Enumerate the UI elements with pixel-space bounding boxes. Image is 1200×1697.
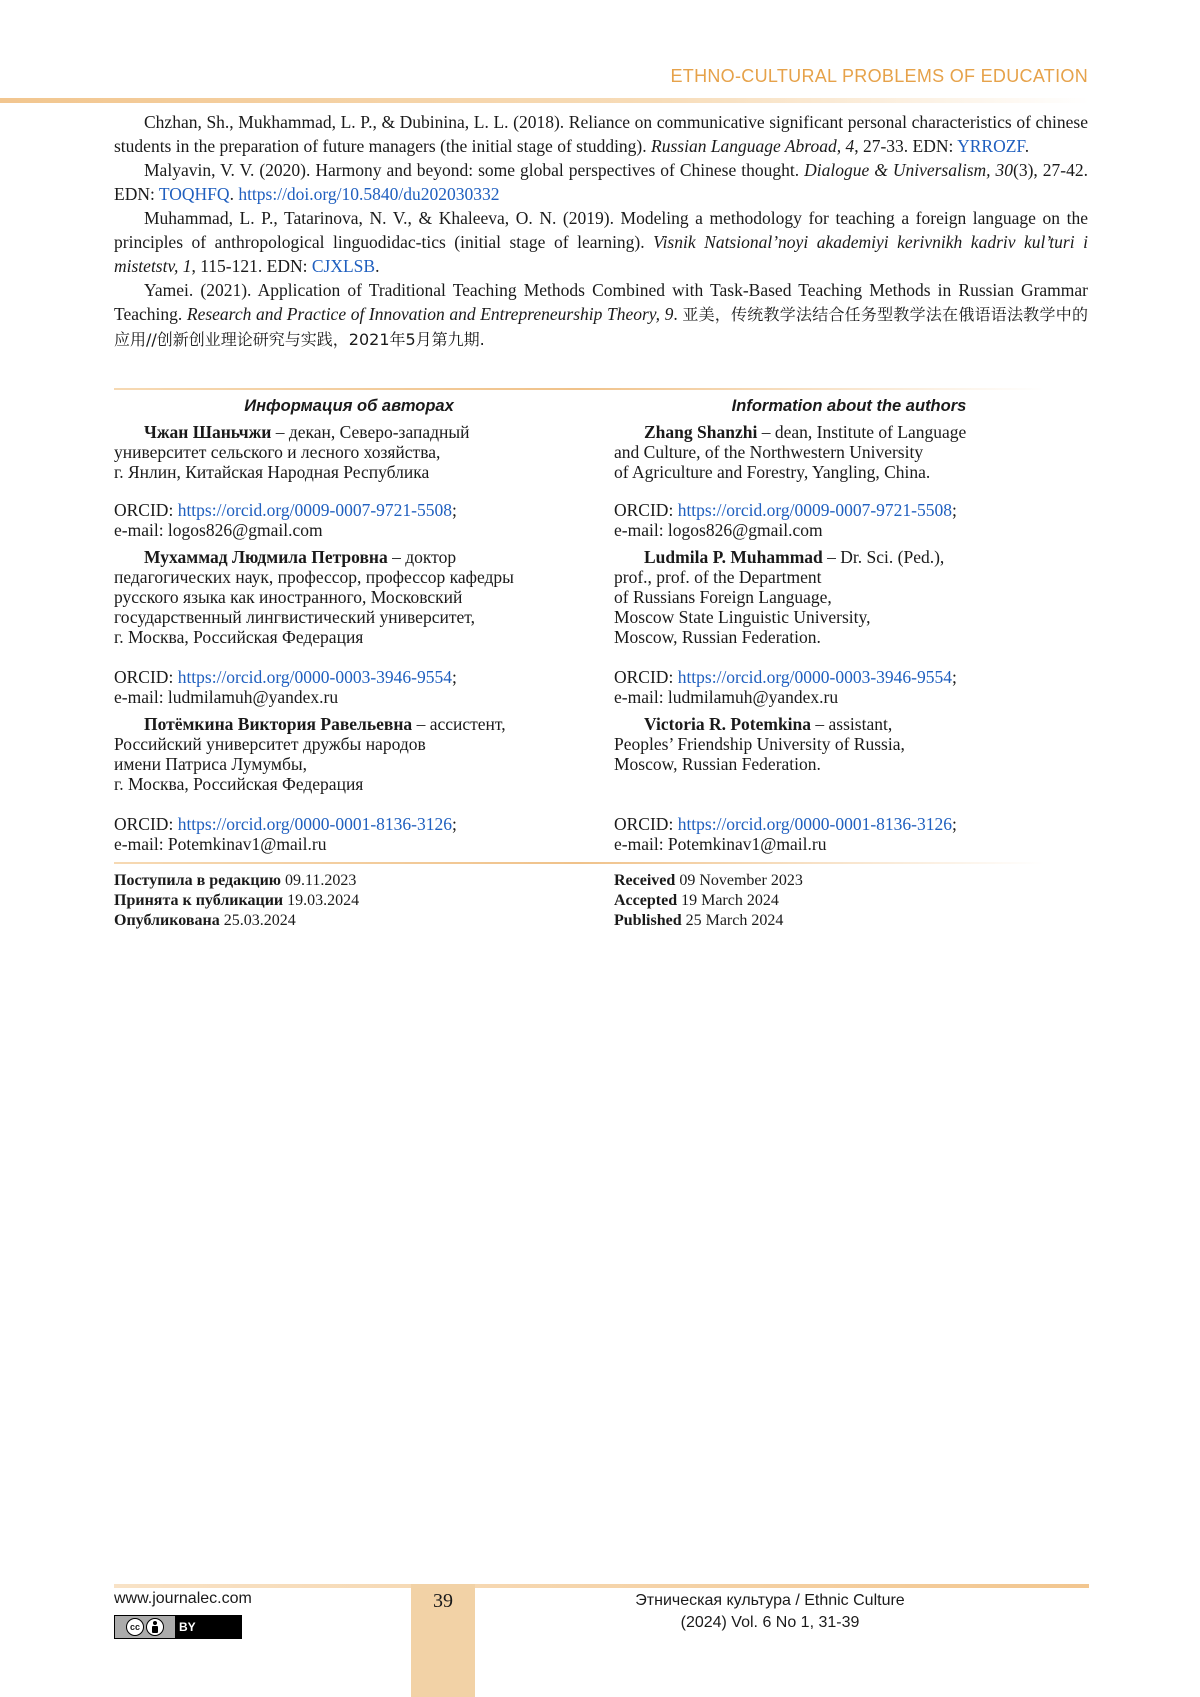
chinese-citation: 亚美，传统教学法结合任务型教学法在俄语语法教学中的应用//创新创业理论研究与实践，2021年5月第九期. bbox=[114, 305, 1088, 349]
doi-link[interactable]: https://doi.org/10.5840/du202030332 bbox=[238, 184, 500, 204]
author-name: Чжан Шаньчжи bbox=[144, 422, 272, 442]
authors-heading-ru: Информация об авторах bbox=[244, 397, 454, 415]
running-header: ETHNO-CULTURAL PROBLEMS OF EDUCATION bbox=[670, 66, 1088, 86]
email-text: e-mail: logos826@gmail.com bbox=[114, 520, 323, 540]
orcid-link[interactable]: https://orcid.org/0009-0007-9721-5508 bbox=[177, 500, 452, 520]
author-info-ru: Мухаммад Людмила Петровна – доктор педагогических наук, профессор, профессор кафедры русского языка как иностранного, Московский государственный лингвистический университет, г. Москва, Российская Федерация bbox=[114, 547, 514, 647]
email-text: e-mail: ludmilamuh@yandex.ru bbox=[614, 687, 839, 707]
author-info-en: Victoria R. Potemkina – assistant, Peoples’ Friendship University of Russia, Moscow, Russian Federation. bbox=[614, 714, 905, 774]
author-name: Victoria R. Potemkina bbox=[644, 714, 812, 734]
attribution-person-icon bbox=[146, 1618, 164, 1636]
author-contacts-ru: ORCID: https://orcid.org/0000-0001-8136-3126; e-mail: Potemkinav1@mail.ru bbox=[114, 814, 584, 854]
email-text: e-mail: Potemkinav1@mail.ru bbox=[614, 834, 827, 854]
author-name: Zhang Shanzhi bbox=[644, 422, 758, 442]
publication-dates-ru: Поступила в редакцию 09.11.2023 Принята к публикации 19.03.2024 Опубликована 25.03.2024 bbox=[114, 872, 360, 929]
orcid-link[interactable]: https://orcid.org/0009-0007-9721-5508 bbox=[677, 500, 952, 520]
orcid-link[interactable]: https://orcid.org/0000-0003-3946-9554 bbox=[677, 667, 952, 687]
journal-website-link[interactable]: www.journalec.com bbox=[114, 1590, 252, 1607]
author-contacts-en: ORCID: https://orcid.org/0009-0007-9721-5508; e-mail: logos826@gmail.com bbox=[614, 500, 1084, 540]
email-text: e-mail: logos826@gmail.com bbox=[614, 520, 823, 540]
edn-link[interactable]: CJXLSB bbox=[311, 256, 376, 276]
author-contacts-en: ORCID: https://orcid.org/0000-0001-8136-3126; e-mail: Potemkinav1@mail.ru bbox=[614, 814, 1084, 854]
reference-item: Muhammad, L. P., Tatarinova, N. V., & Khaleeva, O. N. (2019). Modeling a methodology for teaching a foreign language on the principles of anthropological linguodidac-tics (initial stage of learning). Visnik Natsional’noyi akademiyi kerivnikh kadriv kul’turi i mistetstv, 1, 115-121. EDN: CJXLSB. bbox=[114, 208, 1088, 276]
author-info-en: Ludmila P. Muhammad – Dr. Sci. (Ped.), prof., prof. of the Department of Russians Foreign Language, Moscow State Linguistic University, Moscow, Russian Federation. bbox=[614, 547, 945, 647]
edn-link[interactable]: TOQHFQ bbox=[158, 184, 230, 204]
header-rule bbox=[0, 98, 1090, 103]
page-number: 39 bbox=[433, 1590, 453, 1612]
reference-item: Yamei. (2021). Application of Traditional Teaching Methods Combined with Task-Based Teaching Methods in Russian Grammar Teaching. Research and Practice of Innovation and Entrepreneurship Theory, 9. 亚美，传统教学法结合任务型教学法在俄语语法教学中的应用//创新创业理论研究与实践，2021年5月第九期. bbox=[114, 280, 1088, 349]
reference-item: Malyavin, V. V. (2020). Harmony and beyond: some global perspectives of Chinese thought. Dialogue & Universalism, 30(3), 27-42. EDN: TOQHFQ. https://doi.org/10.5840/du202030332 bbox=[114, 160, 1089, 204]
publication-dates-en: Received 09 November 2023 Accepted 19 March 2024 Published 25 March 2024 bbox=[614, 872, 803, 929]
orcid-link[interactable]: https://orcid.org/0000-0001-8136-3126 bbox=[177, 814, 452, 834]
author-name: Мухаммад Людмила Петровна bbox=[144, 547, 388, 567]
license-by-label: BY bbox=[175, 1616, 241, 1638]
author-info-ru: Чжан Шаньчжи – декан, Северо-западный университет сельского и лесного хозяйства, г. Янлин, Китайская Народная Республика bbox=[114, 422, 470, 482]
author-contacts-ru: ORCID: https://orcid.org/0009-0007-9721-5508; e-mail: logos826@gmail.com bbox=[114, 500, 584, 540]
section-divider bbox=[114, 388, 1044, 390]
author-contacts-ru: ORCID: https://orcid.org/0000-0003-3946-9554; e-mail: ludmilamuh@yandex.ru bbox=[114, 667, 584, 707]
dates-divider bbox=[114, 862, 1044, 864]
edn-link[interactable]: YRROZF bbox=[957, 136, 1025, 156]
author-info-en: Zhang Shanzhi – dean, Institute of Language and Culture, of the Northwestern University of Agriculture and Forestry, Yangling, China. bbox=[614, 422, 967, 482]
footer-rule bbox=[114, 1584, 1089, 1588]
email-text: e-mail: Potemkinav1@mail.ru bbox=[114, 834, 327, 854]
reference-item: Chzhan, Sh., Mukhammad, L. P., & Dubinina, L. L. (2018). Reliance on communicative significant personal characteristics of chinese students in the preparation of future managers (the initial stage of studding). Russian Language Abroad, 4, 27-33. EDN: YRROZF. bbox=[114, 112, 1088, 156]
orcid-link[interactable]: https://orcid.org/0000-0003-3946-9554 bbox=[177, 667, 452, 687]
author-name: Ludmila P. Muhammad bbox=[644, 547, 823, 567]
authors-heading-en: Information about the authors bbox=[731, 397, 967, 415]
author-info-ru: Потёмкина Виктория Равельевна – ассистент, Российский университет дружбы народов имени Патриса Лумумбы, г. Москва, Российская Федерация bbox=[114, 714, 506, 794]
journal-citation: Этническая культура / Ethnic Culture (2024) Vol. 6 No 1, 31-39 bbox=[635, 1592, 905, 1631]
references-list bbox=[114, 110, 1088, 352]
email-text: e-mail: ludmilamuh@yandex.ru bbox=[114, 687, 339, 707]
orcid-link[interactable]: https://orcid.org/0000-0001-8136-3126 bbox=[677, 814, 952, 834]
author-name: Потёмкина Виктория Равельевна bbox=[144, 714, 413, 734]
author-contacts-en: ORCID: https://orcid.org/0000-0003-3946-9554; e-mail: ludmilamuh@yandex.ru bbox=[614, 667, 1084, 707]
creative-commons-icon: cc bbox=[126, 1618, 144, 1636]
cc-by-license-badge[interactable] bbox=[114, 1615, 242, 1639]
